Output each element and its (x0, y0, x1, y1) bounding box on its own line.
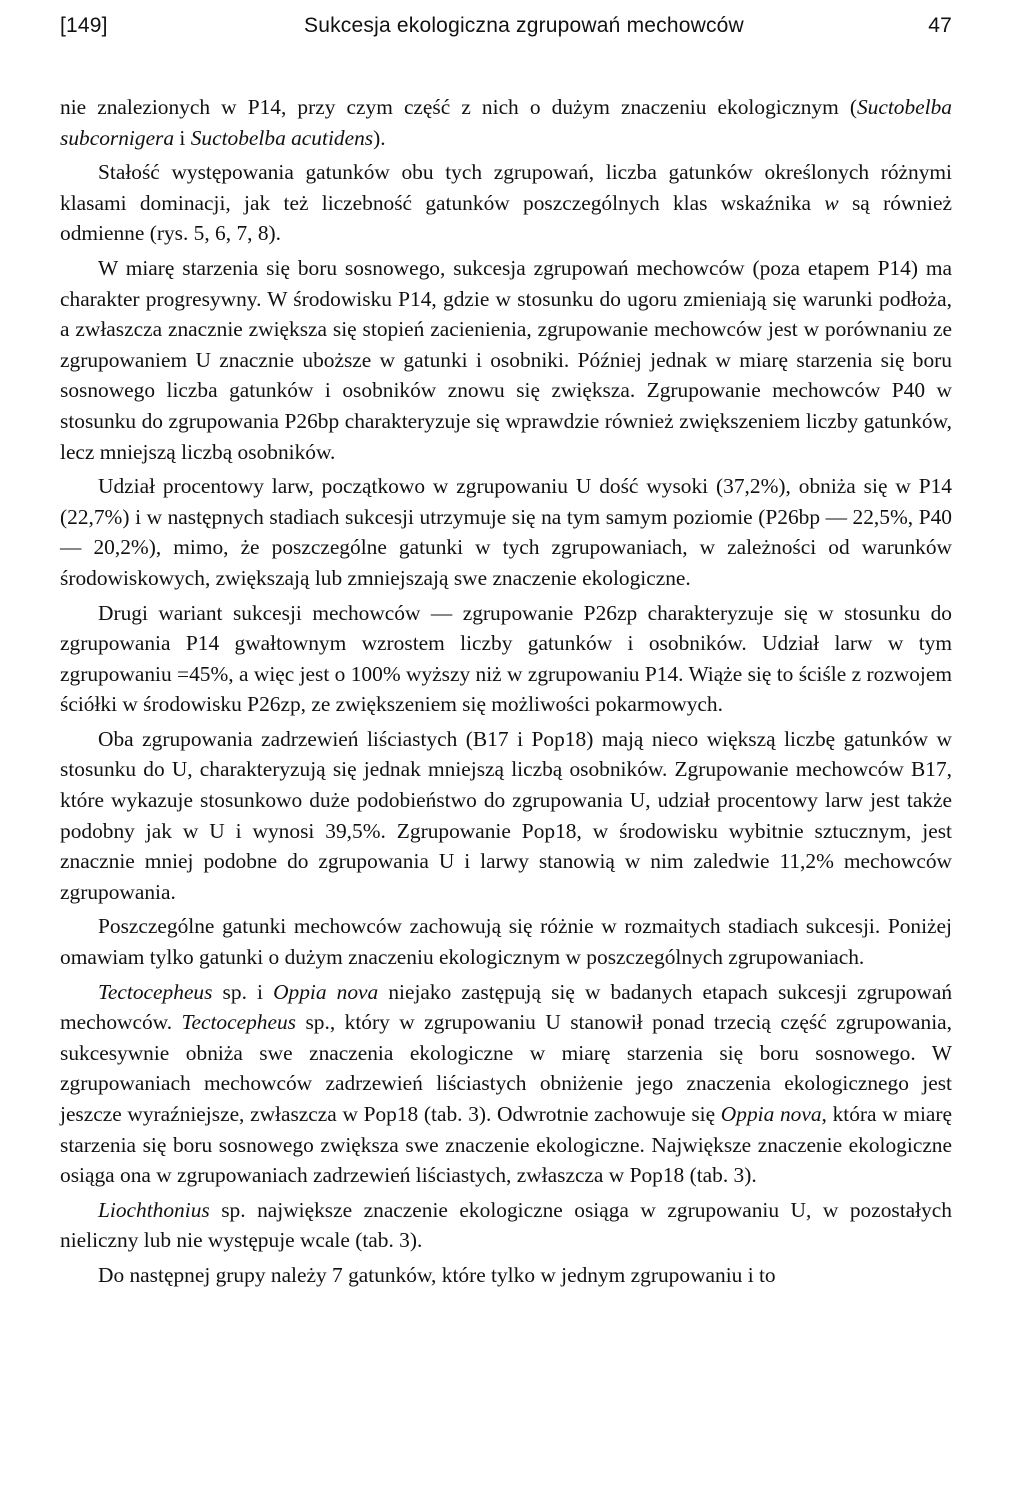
body-text (60, 92, 952, 1291)
text-run: Poszczególne gatunki mechowców zachowują się różnie w rozmaitych stadiach sukcesji. Poniżej omawiam tylko gatunki o dużym znaczeniu ekologicznym w poszczególnych zgrupowaniach. (60, 914, 952, 970)
italic-taxon: Suctobelba subcornigera (60, 95, 952, 150)
text-run: Do następnej grupy należy 7 gatunków, które tylko w jednym zgrupowaniu i to (98, 1262, 776, 1287)
text-run: niejako zastępują się w badanych etapach sukcesji zgrupowań mechowców. (60, 979, 953, 1035)
paragraph (60, 977, 952, 1191)
paragraph (60, 471, 952, 593)
text-run: sp. największe znaczenie ekologiczne osiąga w zgrupowaniu U, w pozostałych nieliczny lub nie występuje wcale (tab. 3). (60, 1197, 952, 1253)
italic-taxon: Oppia nova (273, 979, 379, 1004)
text-run: Drugi wariant sukcesji mechowców — zgrupowanie P26zp charakteryzuje się w stosunku do zgrupowania P14 gwałtownym wzrostem liczby gatunków i osobników. Udział larw w tym zgrupowaniu =45%, a więc jest o 100% wyższy niż w zgrupowaniu P14. Wiąże się to ściśle z rozwojem ściółki w środowisku P26zp, ze zwiększeniem się możliwości pokarmowych. (60, 600, 952, 717)
text-run: Stałość występowania gatunków obu tych zgrupowań, liczba gatunków określonych różnymi klasami dominacji, jak też liczebność gatunków poszczególnych klas wskaźnika (60, 160, 952, 215)
paragraph (60, 1195, 952, 1256)
text-run: W miarę starzenia się boru sosnowego, sukcesja zgrupowań mechowców (poza etapem P14) ma charakter progresywny. W środowisku P14, gdzie w stosunku do ugoru zmieniają się warunki podłoża, a zwłaszcza znacznie zwiększa się stopień zacienienia, zgrupowanie mechowców jest w porównaniu ze zgrupowaniem U znacznie uboższe w gatunki i osobniki. Później jednak w miarę starzenia się boru sosnowego liczba gatunków i osobników znowu się zwiększa. Zgrupowanie mechowców P40 w stosunku do zgrupowania P26bp charakteryzuje się wprawdzie również zwiększeniem liczby gatunków, lecz mniejszą liczbą osobników. (60, 255, 952, 464)
text-run: są również odmienne (rys. 5, 6, 7, 8). (60, 190, 952, 246)
section-number: [149] (60, 14, 108, 37)
text-run: sp., który w zgrupowaniu U stanowił ponad trzecią część zgrupowania, sukcesywnie obniża swe znaczenia ekologiczne w miarę starzenia się boru sosnowego. W zgrupowaniach mechowców zadrzewień liściastych obniżenie jego znaczenia ekologicznego jest jeszcze wyraźniejsze, zwłaszcza w Pop18 (tab. 3). Odwrotnie zachowuje się (60, 1010, 952, 1126)
page (60, 14, 952, 1291)
text-run: ). (373, 125, 386, 150)
running-title: Sukcesja ekologiczna zgrupowań mechowców (304, 14, 744, 37)
paragraph (60, 598, 952, 720)
text-run: i (174, 125, 191, 150)
italic-taxon: Tectocepheus (181, 1010, 296, 1035)
text-run: nie znalezionych w P14, przy czym część z nich o dużym znaczeniu ekologicznym ( (60, 95, 857, 119)
italic-taxon: w (824, 190, 839, 215)
italic-taxon: Oppia nova (720, 1102, 822, 1126)
paragraph (60, 157, 952, 249)
text-run: , która w miarę starzenia się boru sosnowego zwiększa swe znaczenie ekologiczne. Największe znaczenie ekologiczne osiąga ona w zgrupowaniach zadrzewień liściastych, zwłaszcza w Pop18 (tab. 3). (60, 1102, 953, 1188)
paragraph (60, 724, 952, 908)
text-run: Udział procentowy larw, początkowo w zgrupowaniu U dość wysoki (37,2%), obniża się w P14 (22,7%) i w następnych stadiach sukcesji utrzymuje się na tym samym poziomie (P26bp — 22,5%, P40 — 20,2%), mimo, że poszczególne gatunki w tych zgrupowaniach, w zależności od warunków środowiskowych, zwiększają lub zmniejszają swe znaczenie ekologiczne. (60, 474, 952, 590)
italic-taxon: Tectocepheus (98, 979, 213, 1004)
page-number: 47 (928, 14, 952, 37)
text-run: Oba zgrupowania zadrzewień liściastych (B17 i Pop18) mają nieco większą liczbę gatunków w stosunku do U, charakteryzują się jednak mniejszą liczbą osobników. Zgrupowanie mechowców B17, które wykazuje stosunkowo duże podobieństwo do zgrupowania U, udział procentowy larw jest także podobny jak w U i wynosi 39,5%. Zgrupowanie Pop18, w środowisku wybitnie sztucznym, jest znacznie mniej podobne do zgrupowania U i larwy stanowią w nim zaledwie 11,2% mechowców zgrupowania. (60, 726, 952, 904)
paragraph (60, 253, 952, 467)
italic-taxon: Suctobelba acutidens (190, 125, 374, 150)
paragraph (60, 1260, 952, 1291)
italic-taxon: Liochthonius (98, 1197, 210, 1222)
paragraph (60, 911, 952, 972)
running-header (60, 14, 952, 54)
text-run: sp. i (212, 979, 274, 1004)
paragraph (60, 92, 952, 153)
